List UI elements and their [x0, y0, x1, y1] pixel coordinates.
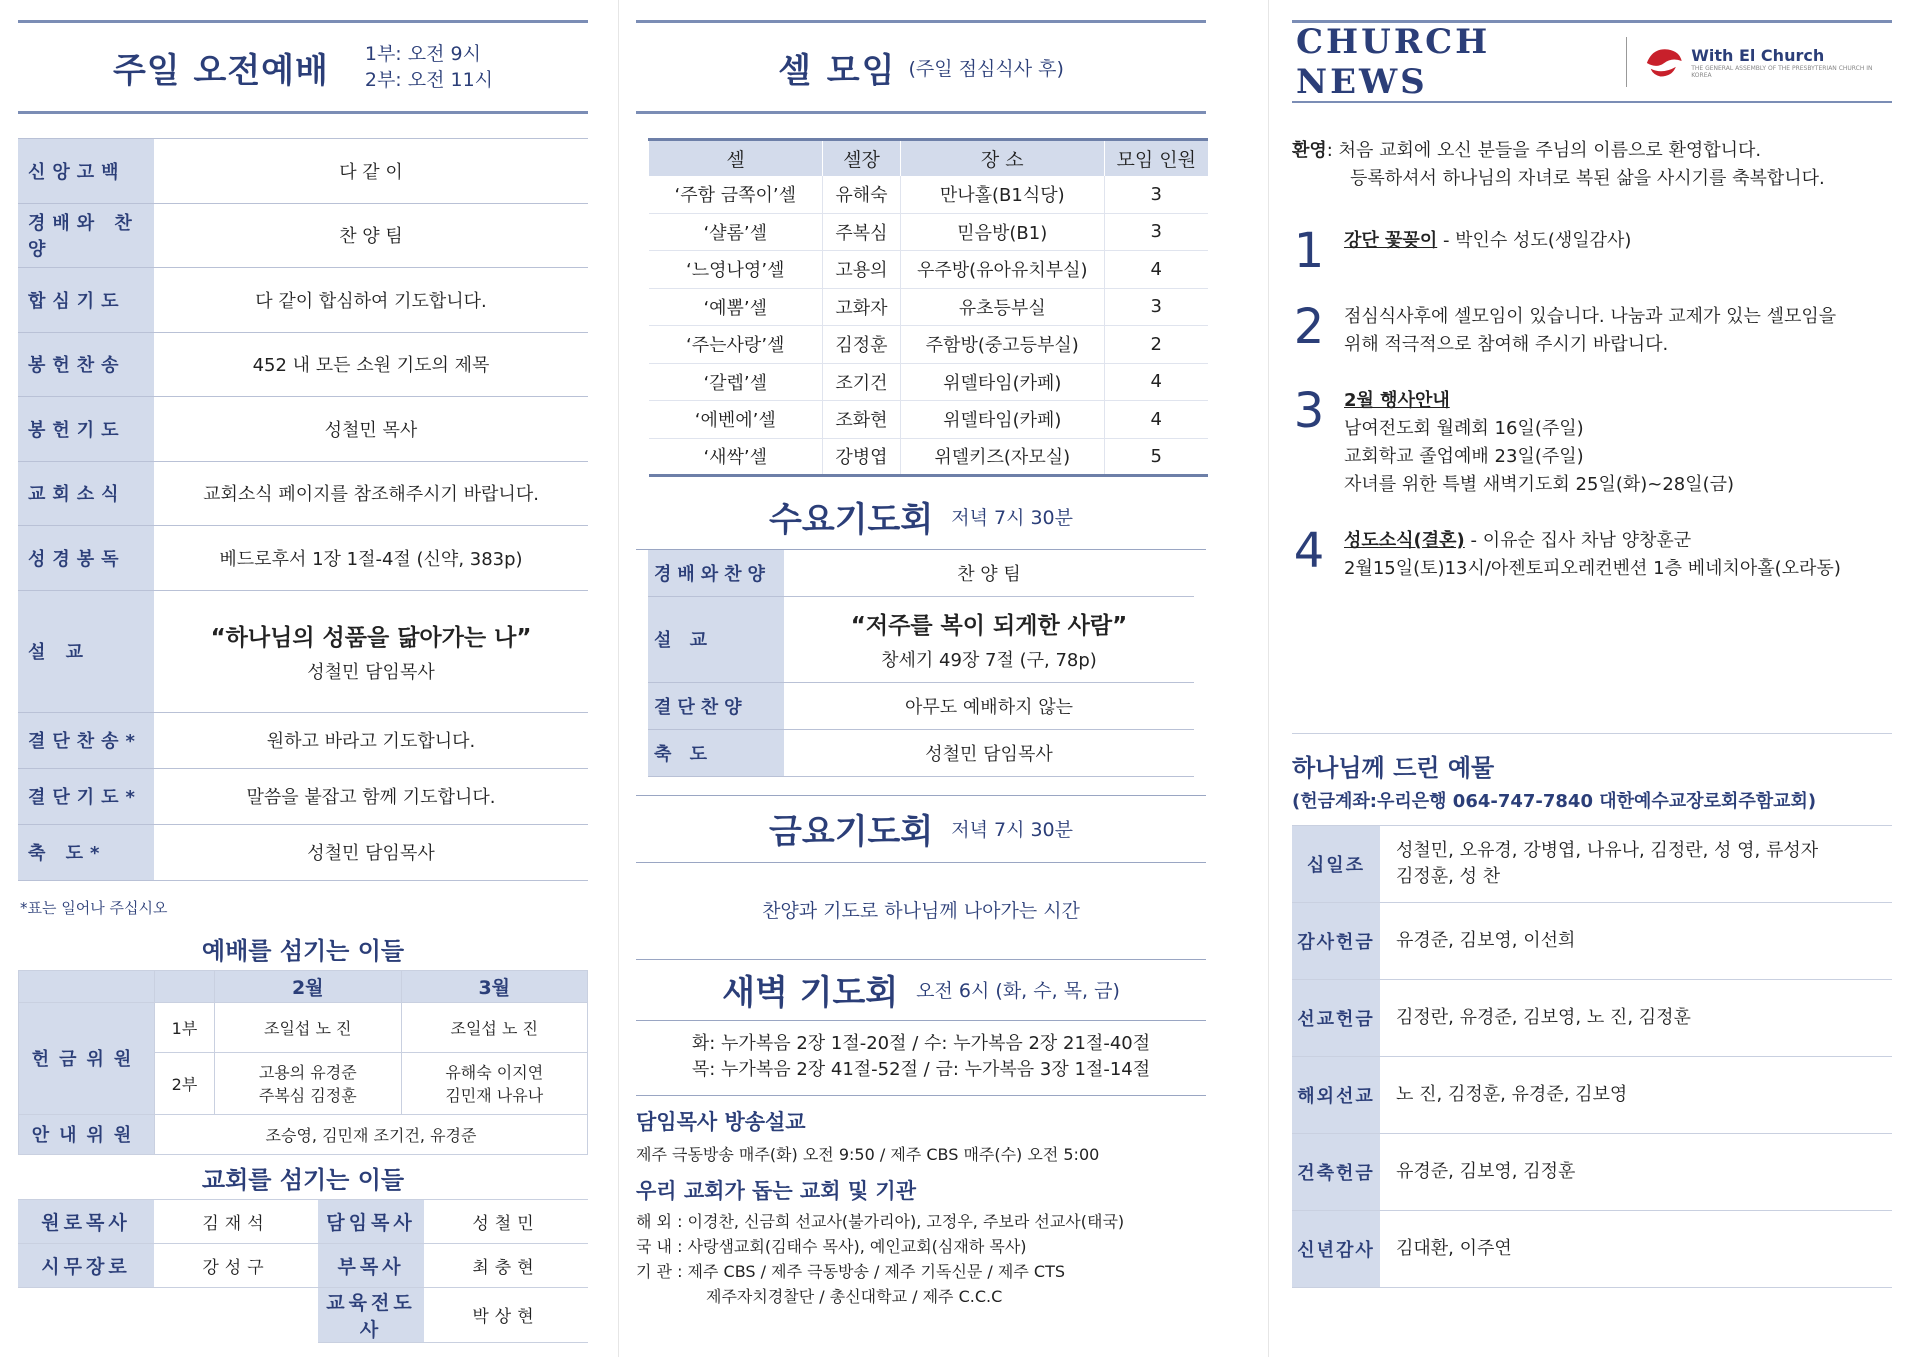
sunday-service-header: [18, 23, 588, 111]
order-row: 축 도* 성철민 담임목사: [18, 824, 588, 880]
order-row: 교회소식 교회소식 페이지를 참조해주시기 바랍니다.: [18, 461, 588, 526]
table-row: ‘갈렙’셀 조기건 위델타임(카페) 4: [649, 363, 1209, 401]
friday-prayer-time: 저녁 7시 30분: [951, 819, 1073, 841]
table-row: 선교헌금 김정란, 유경준, 김보영, 노 진, 김정훈: [1292, 980, 1892, 1057]
dawn-schedule: 화: 누가복음 2장 1절-20절 / 수: 누가복음 2장 21절-40절 목: 누가복음 2장 41절-52절 / 금: 누가복음 3장 1절-14절: [691, 1032, 1151, 1080]
friday-prayer-title: 금요기도회: [769, 812, 934, 852]
table-row: ‘샬롬’셀 주복심 믿음방(B1) 3: [649, 213, 1209, 251]
page-title: 주일 오전예배: [112, 50, 329, 91]
news-item: 3 2월 행사안내 남여전도회 월례회 16일(주일) 교회학교 졸업예배 23일(주일) 자녀를 위한 특별 새벽기도회 25일(화)~28일(금): [1293, 383, 1735, 495]
order-of-service: [18, 138, 588, 881]
table-row: 건축헌금 유경준, 김보영, 김정훈: [1292, 1134, 1892, 1211]
logo-subtext: THE GENERAL ASSEMBLY OF THE PRESBYTERIAN CHURCH IN KOREA: [1691, 64, 1873, 79]
order-row: 결단찬송* 원하고 바라고 기도합니다.: [18, 712, 588, 768]
wednesday-prayer-title: 수요기도회: [769, 499, 934, 540]
table-row: 감사헌금 유경준, 김보영, 이선희: [1292, 903, 1892, 980]
wednesday-order-table: 경배와찬양 찬 양 팀 설 교 “저주를 복이 되게한 사람” 창세기 49장 7절 (구, 78p) 결단찬양 아무도 예배하지 않는 축 도 성철민 담임목사: [648, 550, 1194, 777]
order-row: 합심기도 다 같이 합심하여 기도합니다.: [18, 268, 588, 333]
cell-meeting-header: [636, 23, 1206, 111]
friday-prayer-text: 찬양과 기도로 하나님께 나아가는 시간: [762, 899, 1080, 922]
order-row: 결단기도* 말씀을 붙잡고 함께 기도합니다.: [18, 768, 588, 824]
church-news-title: CHURCH NEWS: [1296, 22, 1491, 102]
church-servers-table: 원로목사 김재석 담임목사 성철민 시무장로 강성구 부목사 최충현 교육전도사 박상현: [18, 1199, 588, 1343]
church-news-header: [1292, 23, 1892, 101]
dawn-prayer-header: [636, 960, 1206, 1020]
order-row: 봉헌찬송 452 내 모든 소원 기도의 제목: [18, 332, 588, 397]
sermon-row: 설 교 “하나님의 성품을 닮아가는 나” 성철민 담임목사: [18, 590, 588, 712]
table-row: 해외선교 노 진, 김정훈, 유경준, 김보영: [1292, 1057, 1892, 1134]
broadcast-text: 제주 극동방송 매주(화) 오전 9:50 / 제주 CBS 매주(수) 오전 5:00: [636, 1144, 1100, 1164]
table-row: ‘주함 금쪽이’셀 유해숙 만나홀(B1식당) 3: [649, 176, 1209, 214]
offering-account: (헌금계좌:우리은행 064-747-7840 대한예수교장로회주함교회): [1292, 791, 1817, 812]
table-row: 십일조 성철민, 오유경, 강병엽, 나유나, 김정란, 성 영, 류성자 김정훈, 성 찬: [1292, 826, 1892, 903]
welcome-message: 환영: 처음 교회에 오신 분들을 주님의 이름으로 환영합니다. 등록하셔서 하나님의 자녀로 복된 삶을 사시기를 축복합니다.: [1292, 140, 1825, 189]
friday-prayer-header: [636, 796, 1206, 862]
standing-note: *표는 일어나 주십시오: [20, 898, 168, 917]
order-row: 경배와 찬양 찬 양 팀: [18, 203, 588, 268]
table-row: ‘느영나영’셀 고용의 우주방(유아유치부실) 4: [649, 251, 1209, 289]
wednesday-sermon-title: “저주를 복이 되게한 사람”: [850, 612, 1128, 639]
news-item: 4 성도소식(결혼) - 이유순 집사 차남 양창훈군 2월15일(토)13시/아젠토피오레컨벤션 1층 베네치아홀(오라동): [1293, 523, 1841, 579]
order-row: 신앙고백 다 같 이: [18, 139, 588, 204]
column-divider: [1268, 0, 1269, 1357]
sermon-title: “하나님의 성품을 닮아가는 나”: [210, 624, 532, 651]
table-row: ‘에벤에’셀 조화현 위델타임(카페) 4: [649, 401, 1209, 439]
cell-meeting-subtitle: (주일 점심식사 후): [908, 57, 1064, 80]
offering-heading: 하나님께 드린 예물: [1292, 754, 1495, 782]
sermon-preacher: 성철민 담임목사: [307, 661, 435, 683]
news-item: 2 점심식사후에 셀모임이 있습니다. 나눔과 교제가 있는 셀모임을 위해 적극적으로 참여해 주시기 바랍니다.: [1293, 299, 1837, 355]
offering-table: [1292, 825, 1892, 1288]
cell-meeting-table: 셀 셀장 장 소 모임 인원 ‘주함 금쪽이’셀 유해숙 만나홀(B1식당) 3 ‘샬롬’셀 주복심 믿음방(B1) 3 ‘느영나영’셀 고용의 우주방(유아유치부실) 4 ‘예뽐’셀 고화자 유초등부실 3 ‘주는사랑’셀 김정훈 주함방(중고등부실) 2 ‘갈렙’셀 조기건 위델타임(카페) 4 ‘에벤에’셀 조화현 위델타임(카페) 4 ‘새싹’셀 강병엽 위델키즈(자모실) 5: [648, 138, 1208, 477]
worship-servers-table: 2월 3월 헌금위원 1부 조일섭 노 진 조일섭 노 진 2부 고용의 유경준 주복심 김정훈 유해숙 이지연 김민재 나유나 안내위원 조승영, 김민재 조기건, 유경준: [18, 970, 588, 1155]
sunday-service-column: [18, 0, 588, 1357]
meetings-column: [636, 0, 1206, 1357]
wednesday-sermon-ref: 창세기 49장 7절 (구, 78p): [881, 649, 1097, 671]
support-heading: 우리 교회가 돕는 교회 및 기관: [636, 1178, 916, 1203]
church-logo-icon: [1643, 45, 1686, 79]
service-time-1: 1부: 오전 9시: [364, 43, 481, 65]
news-item: 1 강단 꽃꽂이 - 박인수 성도(생일감사): [1293, 223, 1632, 279]
order-row: 성경봉독 베드로후서 1장 1절-4절 (신약, 383p): [18, 526, 588, 591]
cell-meeting-title: 셀 모임: [778, 50, 897, 91]
column-divider: [618, 0, 619, 1357]
dawn-prayer-time: 오전 6시 (화, 수, 목, 금): [916, 980, 1120, 1002]
church-servers-heading: 교회를 섬기는 이들: [201, 1165, 405, 1194]
serve-heading: 예배를 섬기는 이들: [201, 936, 405, 965]
table-row: ‘새싹’셀 강병엽 위델키즈(자모실) 5: [649, 438, 1209, 476]
table-row: 신년감사 김대환, 이주연: [1292, 1211, 1892, 1288]
service-time-2: 2부: 오전 11시: [364, 69, 494, 91]
wednesday-prayer-header: [636, 483, 1206, 549]
support-list: 해 외 : 이경찬, 신금희 선교사(불가리아), 고정우, 주보라 선교사(태국) 국 내 : 사랑샘교회(김태수 목사), 예인교회(심재하 목사) 기 관 : 제주 CBS / 제주 극동방송 / 제주 기독신문 / 제주 CTS 제주자치경찰단 / 총신대학교 / 제주 C.C.C: [636, 1211, 1125, 1306]
broadcast-heading: 담임목사 방송설교: [636, 1109, 806, 1134]
dawn-prayer-title: 새벽 기도회: [722, 973, 899, 1013]
church-logo: [1626, 37, 1888, 87]
table-row: ‘주는사랑’셀 김정훈 주함방(중고등부실) 2: [649, 326, 1209, 364]
order-row: 봉헌기도 성철민 목사: [18, 397, 588, 462]
logo-text: With El Church: [1691, 45, 1825, 65]
wednesday-prayer-time: 저녁 7시 30분: [951, 506, 1073, 529]
table-row: ‘예뽐’셀 고화자 유초등부실 3: [649, 288, 1209, 326]
church-news-column: [1292, 0, 1892, 1357]
